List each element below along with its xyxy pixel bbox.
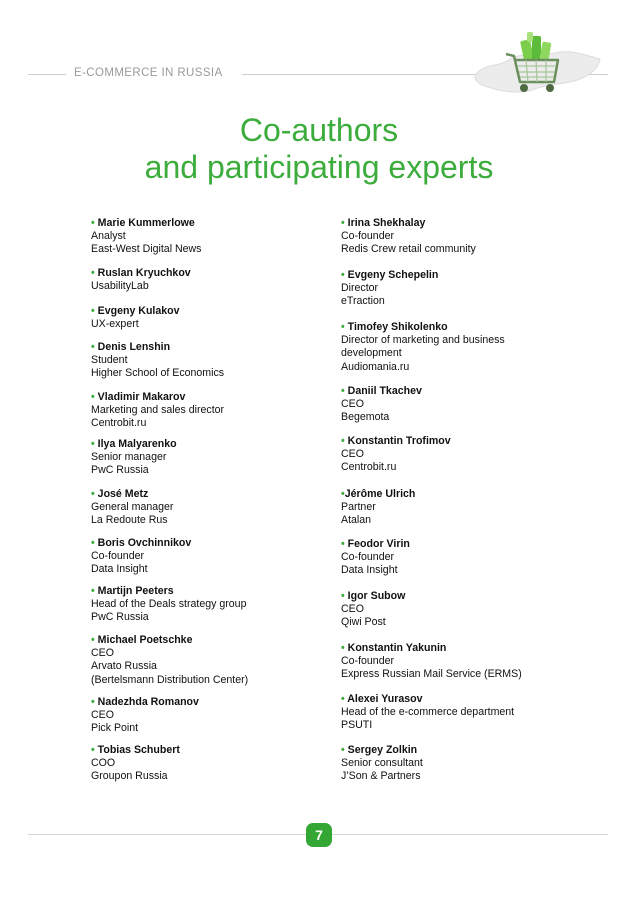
expert-name: Ruslan Kryuchkov	[97, 267, 191, 279]
expert-name: Vladimir Makarov	[97, 391, 186, 403]
header-rule-left	[28, 74, 66, 75]
expert-detail: CEO	[91, 709, 114, 722]
expert-detail: Qiwi Post	[341, 616, 386, 629]
bullet-icon: •	[341, 642, 345, 654]
expert-name: Marie Kummerlowe	[97, 217, 195, 229]
bullet-icon: •	[91, 217, 95, 229]
bullet-icon: •	[341, 744, 345, 756]
bullet-icon: •	[341, 435, 345, 447]
expert-detail: PwC Russia	[91, 611, 149, 624]
expert-entry	[341, 693, 591, 733]
expert-detail: Higher School of Economics	[91, 367, 225, 380]
expert-entry	[341, 269, 591, 309]
expert-name: Tobias Schubert	[97, 744, 180, 756]
expert-detail: Atalan	[341, 514, 372, 527]
bullet-icon: •	[91, 585, 95, 597]
expert-name: Sergey Zolkin	[347, 744, 418, 756]
expert-detail: COO	[91, 757, 116, 770]
expert-name: Ilya Malyarenko	[97, 438, 177, 450]
expert-detail: PSUTI	[341, 719, 373, 732]
expert-detail: Begemota	[341, 411, 390, 424]
expert-entry	[91, 305, 341, 331]
expert-detail: Groupon Russia	[91, 770, 168, 783]
expert-name: Denis Lenshin	[97, 341, 171, 353]
bullet-icon: •	[341, 693, 345, 705]
bullet-icon: •	[91, 744, 95, 756]
bullet-icon: •	[91, 438, 95, 450]
expert-detail: Director of marketing and business	[341, 334, 505, 347]
expert-detail: Redis Crew retail community	[341, 243, 476, 256]
expert-detail: Co-founder	[341, 551, 394, 564]
expert-entry	[91, 391, 341, 431]
expert-name: Martijn Peeters	[97, 585, 174, 597]
expert-name: Daniil Tkachev	[347, 385, 422, 397]
expert-name: Boris Ovchinnikov	[97, 537, 192, 549]
expert-detail: PwC Russia	[91, 464, 149, 477]
expert-name: José Metz	[97, 488, 149, 500]
shopping-cart-icon	[500, 30, 565, 100]
expert-detail: Director	[341, 282, 379, 295]
expert-detail: Head of the e-commerce department	[341, 706, 515, 719]
page-title-line2: and participating experts	[144, 149, 494, 185]
bullet-icon: •	[91, 391, 95, 403]
page-title-line1: Co-authors	[239, 112, 399, 148]
bullet-icon: •	[341, 590, 345, 602]
bullet-icon: •	[91, 488, 95, 500]
expert-detail: CEO	[91, 647, 114, 660]
expert-detail: development	[341, 347, 402, 360]
expert-detail: Student	[91, 354, 128, 367]
section-label: E-COMMERCE IN RUSSIA	[74, 67, 223, 79]
bullet-icon: •	[91, 696, 95, 708]
expert-detail: Data Insight	[91, 563, 148, 576]
expert-entry	[341, 385, 591, 425]
expert-entry	[91, 217, 341, 257]
expert-entry	[341, 488, 591, 528]
expert-entry	[91, 585, 341, 625]
bullet-icon: •	[91, 267, 95, 279]
expert-entry	[91, 267, 341, 293]
expert-detail: Partner	[341, 501, 376, 514]
expert-detail: General manager	[91, 501, 174, 514]
expert-entry	[341, 642, 591, 682]
expert-name: Konstantin Trofimov	[347, 435, 451, 447]
expert-name: Evgeny Schepelin	[347, 269, 439, 281]
expert-detail: Head of the Deals strategy group	[91, 598, 247, 611]
expert-name: Irina Shekhalay	[347, 217, 426, 229]
expert-detail: Audiomania.ru	[341, 360, 410, 373]
expert-entry	[341, 217, 591, 257]
expert-entry	[91, 537, 341, 577]
expert-entry	[91, 438, 341, 478]
expert-detail: Co-founder	[341, 655, 394, 668]
expert-detail: Marketing and sales director	[91, 404, 225, 417]
bullet-icon: •	[91, 537, 95, 549]
expert-detail: East-West Digital News	[91, 243, 202, 256]
expert-detail: J’Son & Partners	[341, 770, 421, 783]
expert-detail: CEO	[341, 398, 364, 411]
expert-detail: Co-founder	[341, 230, 394, 243]
bullet-icon: •	[341, 488, 345, 500]
bullet-icon: •	[91, 634, 95, 646]
page-number-badge: 7	[306, 823, 332, 847]
expert-detail: Arvato Russia	[91, 660, 157, 673]
expert-detail: (Bertelsmann Distribution Center)	[91, 673, 249, 686]
bullet-icon: •	[341, 321, 345, 333]
bullet-icon: •	[91, 341, 95, 353]
expert-detail: Data Insight	[341, 564, 398, 577]
bullet-icon: •	[91, 305, 95, 317]
expert-name: Evgeny Kulakov	[97, 305, 180, 317]
expert-name: Konstantin Yakunin	[347, 642, 447, 654]
expert-name: Feodor Virin	[347, 538, 410, 550]
expert-detail: Senior manager	[91, 451, 167, 464]
expert-detail: eTraction	[341, 295, 385, 308]
expert-entry	[341, 590, 591, 630]
expert-entry	[91, 634, 341, 687]
expert-entry	[341, 321, 591, 374]
expert-name: Michael Poetschke	[97, 634, 193, 646]
expert-name: Nadezhda Romanov	[97, 696, 199, 708]
expert-entry	[91, 744, 341, 784]
expert-detail: Senior consultant	[341, 757, 423, 770]
expert-entry	[91, 341, 341, 381]
expert-detail: UsabilityLab	[91, 280, 149, 293]
expert-entry	[341, 744, 591, 784]
expert-entry	[91, 696, 341, 736]
bullet-icon: •	[341, 217, 345, 229]
expert-name: Igor Subow	[347, 590, 406, 602]
expert-detail: Analyst	[91, 230, 126, 243]
expert-name: Alexei Yurasov	[347, 693, 423, 705]
expert-name: Jérôme Ulrich	[344, 488, 416, 500]
expert-detail: Pick Point	[91, 722, 139, 735]
expert-detail: CEO	[341, 448, 364, 461]
bullet-icon: •	[341, 269, 345, 281]
expert-detail: CEO	[341, 603, 364, 616]
expert-entry	[341, 538, 591, 578]
expert-detail: Centrobit.ru	[341, 461, 397, 474]
bullet-icon: •	[341, 385, 345, 397]
expert-entry	[91, 488, 341, 528]
expert-detail: Co-founder	[91, 550, 144, 563]
expert-detail: UX-expert	[91, 318, 139, 331]
expert-detail: Centrobit.ru	[91, 417, 147, 430]
expert-entry	[341, 435, 591, 475]
expert-name: Timofey Shikolenko	[347, 321, 448, 333]
expert-detail: La Redoute Rus	[91, 514, 168, 527]
expert-detail: Express Russian Mail Service (ERMS)	[341, 668, 522, 681]
bullet-icon: •	[341, 538, 345, 550]
